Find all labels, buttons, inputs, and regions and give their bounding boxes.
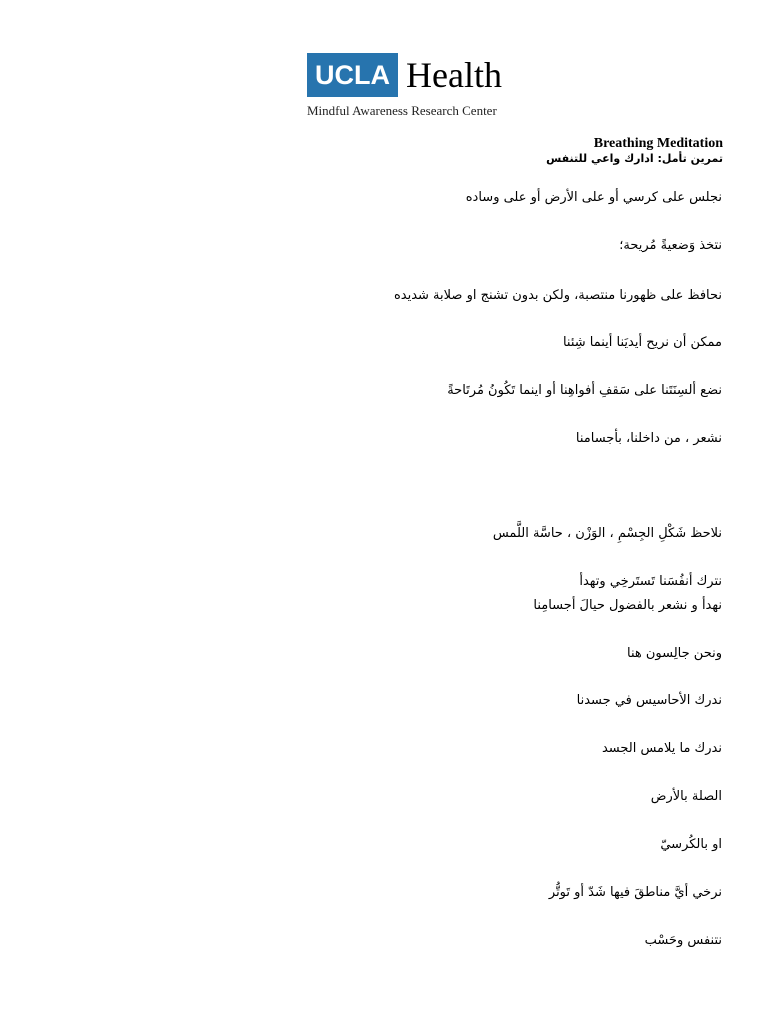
ucla-logo-box: UCLA [307, 53, 398, 97]
meditation-line: نشعر ، من داخلنا، بأجسامنا [575, 431, 722, 446]
meditation-line: نضع ألسِنَتَنا على سَقفِ أفواهِنا أو اينما تَكُونُ مُرتَاحةً [447, 383, 722, 398]
meditation-line: نهدأ و نشعر بالفضول حيالَ أجسامِنا [533, 598, 722, 613]
heading-english: Breathing Meditation [593, 136, 723, 151]
health-logo-word: Health [406, 55, 502, 95]
meditation-line: نرخي أيَّ مناطقَ فيها شَدّ أو تَوتُّر [548, 885, 722, 900]
heading-arabic: تمرين تأمل: ادارك واعي للتنفس [546, 152, 723, 165]
document-heading [546, 136, 723, 166]
meditation-line: نتخذ وَضعيةً مُريحة؛ [619, 238, 722, 253]
meditation-line: او بالكُرسيّ [660, 837, 722, 852]
meditation-line: نتنفس وحَسْب [644, 933, 722, 948]
meditation-line: نجلس على كرسي أو على الأرض أو على وساده [465, 190, 722, 205]
meditation-line: ممكن أن نريح أيديَنا أينما شِئنا [562, 335, 722, 350]
ucla-health-logo [307, 53, 527, 123]
meditation-line: نترك أنفُسَنا تَستَرخِي وتهدأ [579, 574, 722, 589]
meditation-line: نحافظ على ظهورنا منتصبة، ولكن بدون تشنج او صلابة شديده [393, 288, 722, 303]
logo-subtitle: Mindful Awareness Research Center [307, 103, 497, 118]
meditation-line: ونحن جالِسون هنا [626, 646, 722, 661]
meditation-line: ندرك ما يلامس الجسد [601, 741, 722, 756]
meditation-line: الصلة بالأرض [650, 789, 722, 804]
meditation-line: ندرك الأحاسيس في جسدنا [576, 693, 722, 708]
meditation-line: نلاحظ شَكْلِ الجِسْمِ ، الوَزْن ، حاسَّة اللَّمس [492, 526, 722, 541]
